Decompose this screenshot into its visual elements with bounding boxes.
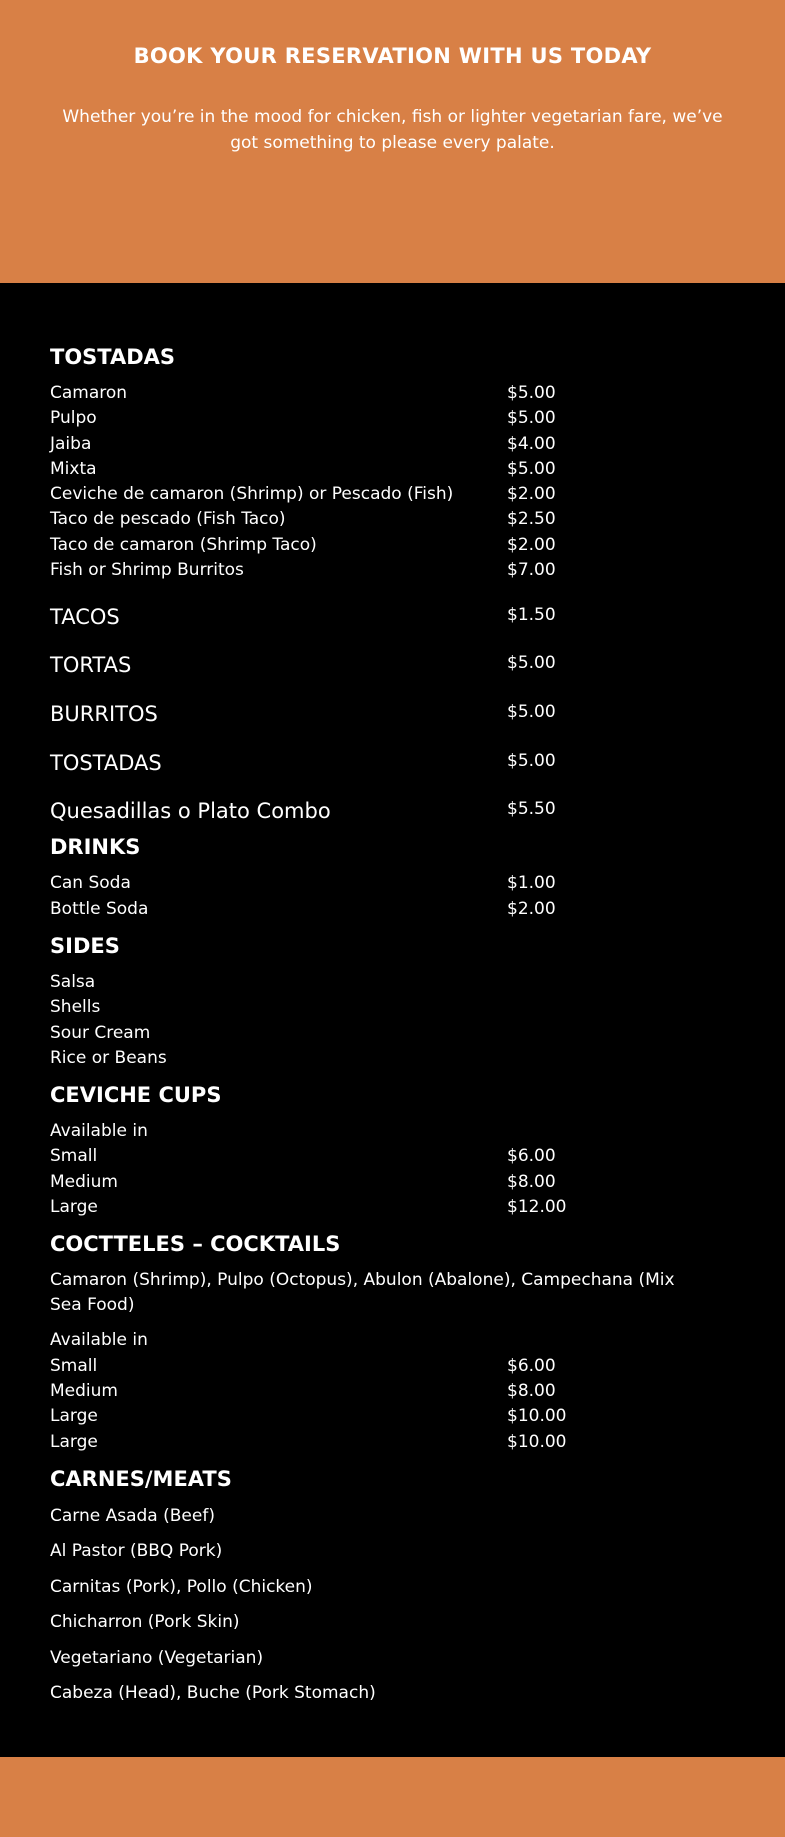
list-item: Carnitas (Pork), Pollo (Chicken) [50,1576,313,1597]
menu-item-tacos [50,603,735,631]
hero-title: BOOK YOUR RESERVATION WITH US TODAY [133,44,652,68]
list-item: Vegetariano (Vegetarian) [50,1647,264,1668]
section-title-ceviche: CEVICHE CUPS [50,1083,222,1108]
section-title-drinks: DRINKS [50,835,141,860]
item-price: $5.50 [507,799,556,820]
item-price: $5.00 [507,383,556,403]
menu-item [50,1430,735,1455]
item-name: Bottle Soda [50,898,149,919]
meats-section [50,1465,735,1707]
item-name: Can Soda [50,873,131,894]
menu-item [50,406,735,431]
section-title-tostadas: TOSTADAS [50,345,176,369]
hero-banner [0,0,785,283]
section-title-sides: SIDES [50,933,120,958]
item-price: $8.00 [507,1171,556,1192]
item-name: Fish or Shrimp Burritos [50,560,244,581]
item-name: BURRITOS [50,702,158,727]
list-item: Rice or Beans [50,1047,167,1068]
item-name: Medium [50,1171,118,1192]
menu-item [50,871,735,896]
item-name: Taco de camaron (Shrimp Taco) [50,534,317,555]
item-name: Taco de pescado (Fish Taco) [50,509,286,530]
item-name: Ceviche de camaron (Shrimp) or Pescado (Fish) [50,484,454,505]
item-price: $5.00 [507,751,556,772]
section-title-cocktails: COCTTELES – COCKTAILS [50,1232,341,1257]
item-price: $5.00 [507,458,556,479]
item-name: Medium [50,1380,118,1401]
list-item: Chicharron (Pork Skin) [50,1612,240,1633]
menu-item [50,533,735,558]
hero-subtitle: Whether you’re in the mood for chicken, fish or lighter vegetarian fare, we’ve got something to please every palate. [62,107,723,153]
item-price: $10.00 [507,1431,567,1452]
item-price: $6.00 [507,1146,556,1167]
menu-item [50,1144,735,1169]
menu-item [50,1195,735,1220]
item-name: TOSTADAS [50,751,162,776]
item-price: $8.00 [507,1380,556,1401]
item-price: $5.00 [507,653,556,674]
item-name: Quesadillas o Plato Combo [50,799,331,824]
available-label: Available in [50,1121,148,1142]
item-name: TORTAS [50,653,132,678]
item-price: $4.00 [507,433,556,454]
cocktails-section [50,1230,735,1454]
menu-item [50,432,735,457]
item-price: $7.00 [507,560,556,581]
item-price: $2.00 [507,484,556,505]
drinks-section [50,833,735,922]
item-name: Small [50,1146,98,1167]
menu-item-quesadillas [50,797,735,825]
item-name: TACOS [50,605,120,630]
available-label: Available in [50,1330,148,1351]
ceviche-section [50,1081,735,1220]
item-price: $1.50 [507,605,556,626]
menu-item [50,507,735,532]
menu-item-tortas [50,651,735,679]
item-price: $1.00 [507,873,556,894]
menu-item [50,1404,735,1429]
item-price: $2.00 [507,898,556,919]
sides-section [50,932,735,1071]
item-price: $5.00 [507,408,556,429]
menu-item [50,558,735,583]
item-name: Small [50,1355,98,1376]
item-price: $12.00 [507,1197,567,1218]
list-item: Salsa [50,971,96,992]
item-price: $2.00 [507,534,556,555]
menu-item-tostadas [50,749,735,777]
menu-item [50,457,735,482]
list-item: Al Pastor (BBQ Pork) [50,1541,223,1562]
list-item: Carne Asada (Beef) [50,1505,215,1526]
menu-item [50,381,735,406]
list-item: Sour Cream [50,1022,151,1043]
item-name: Camaron [50,383,128,403]
list-item: Shells [50,997,101,1018]
cocktails-description: Camaron (Shrimp), Pulpo (Octopus), Abulon (Abalone), Campechana (Mix Sea Food) [50,1270,675,1316]
item-name: Pulpo [50,408,97,429]
item-name: Large [50,1406,98,1427]
menu-item [50,1379,735,1404]
menu-item [50,1354,735,1379]
item-price: $5.00 [507,702,556,723]
item-price: $2.50 [507,509,556,530]
section-title-meats: CARNES/MEATS [50,1466,232,1491]
footer-bar [0,1757,785,1837]
item-name: Jaiba [50,433,92,454]
tostadas-section [50,343,735,583]
item-name: Large [50,1197,98,1218]
menu-item [50,1170,735,1195]
menu-item [50,897,735,922]
menu-section [0,283,785,1757]
item-price: $6.00 [507,1355,556,1376]
item-price: $10.00 [507,1406,567,1427]
item-name: Mixta [50,458,97,479]
menu-item-burritos [50,700,735,728]
item-name: Large [50,1431,98,1452]
menu-item [50,482,735,507]
list-item: Cabeza (Head), Buche (Pork Stomach) [50,1683,376,1704]
